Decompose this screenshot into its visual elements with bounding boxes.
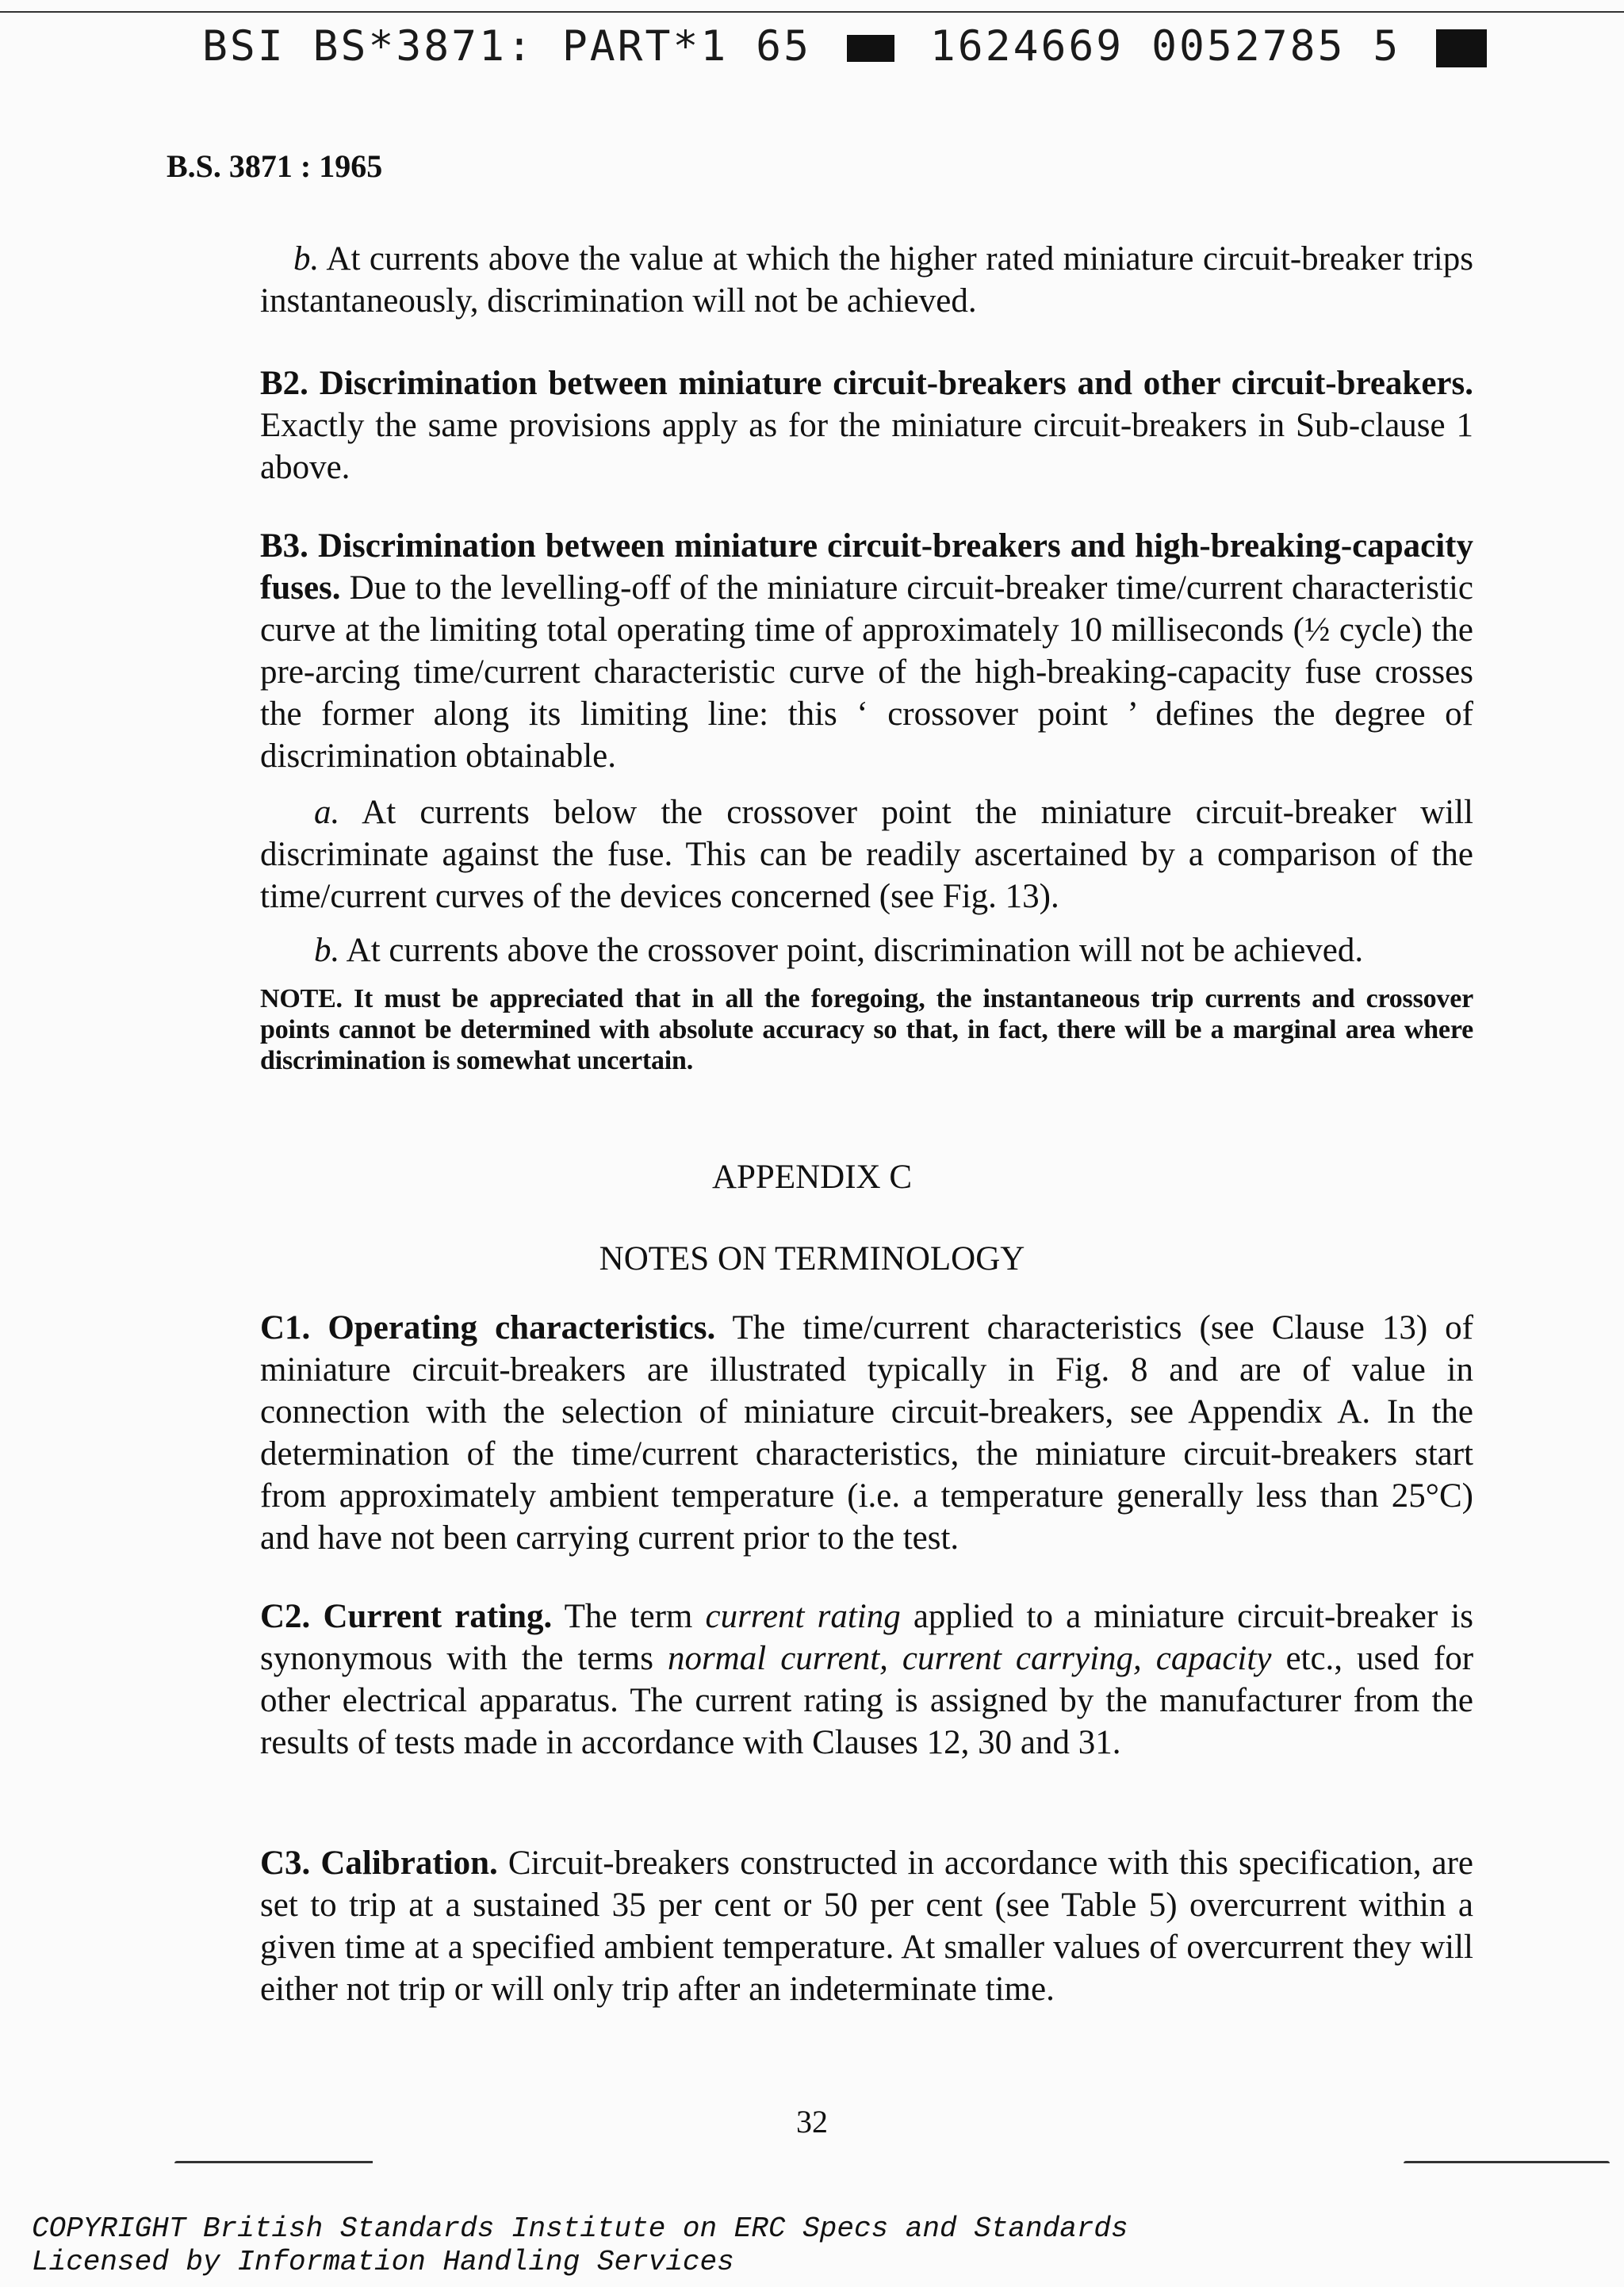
item-label: a. bbox=[314, 794, 340, 831]
clause-heading: Current rating. bbox=[323, 1598, 553, 1635]
scan-edge-line bbox=[0, 11, 1624, 13]
paragraph-c1 bbox=[260, 1307, 1473, 1559]
paragraph-b3b bbox=[260, 929, 1473, 971]
note bbox=[260, 983, 1473, 1076]
paragraph-c2 bbox=[260, 1596, 1473, 1764]
appendix-title: APPENDIX C bbox=[711, 1159, 913, 1196]
paragraph-text: etc., used for other electrical apparatus. The current rating is assigned by the manufacturer from the results of tests made in accordance with Clauses 12, 30 and 31. bbox=[260, 1640, 1474, 1761]
paragraph-text: At currents above the crossover point, discrimination will not be achieved. bbox=[346, 932, 1364, 969]
redaction-block-right bbox=[1436, 29, 1487, 67]
paragraph-text: The time/current characteristics (see Clause 13) of miniature circuit-breakers are illustrated typically in Fig. 8 and are of value in connection with the selection of miniature circuit-breakers, see Appendix A. In the determination of the time/current characteristics, the miniature circuit-breakers start from approximately ambient temperature (i.e. a temperature generally less than 25°C) and have not been carrying current prior to the test. bbox=[260, 1309, 1473, 1557]
clause-label: C1. bbox=[260, 1309, 311, 1347]
clause-heading: Discrimination between miniature circuit-breakers and high-breaking-capacity fuses. bbox=[260, 527, 1474, 607]
clause-label: C2. bbox=[260, 1598, 311, 1635]
item-label: b. bbox=[293, 240, 320, 278]
scan-header-code: BSI BS*3871: PART*1 65 bbox=[202, 22, 811, 71]
term: current rating bbox=[705, 1598, 901, 1635]
paragraph-b3a bbox=[260, 791, 1473, 917]
paragraph-b1 bbox=[260, 238, 1473, 322]
paragraph-text: Due to the levelling-off of the miniature circuit-breaker time/current characteristic curve at the limiting total operating time of approximately 10 milliseconds (½ cycle) the pre-arcing time/current characteristic curve of the high-breaking-capacity fuse crosses the former along its limiting line: this ‘ crossover point ’ defines the degree of discrimination obtainable. bbox=[260, 569, 1474, 775]
clause-heading: Operating characteristics. bbox=[327, 1309, 716, 1347]
clause-label: B3. bbox=[260, 527, 308, 565]
paragraph-text: Exactly the same provisions apply as for the miniature circuit-breakers in Sub-clause 1 above. bbox=[260, 407, 1473, 486]
note-label: NOTE. bbox=[260, 984, 343, 1013]
paragraph-b2 bbox=[260, 362, 1473, 488]
standard-id: B.S. 3871 : 1965 bbox=[167, 148, 383, 184]
note-text: It must be appreciated that in all the foregoing, the instantaneous trip currents and crossover points cannot be determined with absolute accuracy so that, in fact, there will be a marginal area where discrimination is somewhat uncertain. bbox=[260, 984, 1473, 1075]
paragraph-text: At currents above the value at which the higher rated miniature circuit-breaker trips instantaneously, discrimination will not be achieved. bbox=[260, 240, 1473, 320]
term: normal current, current carrying, capacity bbox=[667, 1640, 1272, 1677]
scan-header-batch: 1624669 0052785 5 bbox=[929, 22, 1401, 71]
clause-label: C3. bbox=[260, 1845, 311, 1882]
appendix-subtitle: NOTES ON TERMINOLOGY bbox=[599, 1240, 1025, 1278]
paragraph-c3 bbox=[260, 1842, 1473, 2010]
footer-line-1: COPYRIGHT British Standards Institute on ERC Specs and Standards bbox=[32, 2212, 1128, 2245]
paragraph-text: The term bbox=[564, 1598, 693, 1635]
clause-label: B2. bbox=[260, 365, 308, 402]
scan-corner-left bbox=[174, 2161, 373, 2163]
paragraph-text: Circuit-breakers constructed in accordance with this specification, are set to trip at a sustained 35 per cent or 50 per cent (see Table 5) overcurrent within a given time at a specified ambient temperature. At smaller values of overcurrent they will either not trip or will only trip after an indeterminate time. bbox=[260, 1845, 1474, 2008]
copyright-footer bbox=[32, 2212, 1128, 2279]
redaction-block bbox=[847, 35, 894, 62]
footer-line-2: Licensed by Information Handling Services bbox=[32, 2246, 734, 2278]
paragraph-text: applied to a miniature circuit-breaker is synonymous with the terms bbox=[260, 1598, 1474, 1677]
page-number: 32 bbox=[796, 2104, 828, 2140]
scan-corner-right bbox=[1404, 2161, 1610, 2163]
scan-header bbox=[202, 22, 1495, 71]
paragraph-b3 bbox=[260, 525, 1473, 777]
paragraph-text: At currents below the crossover point the miniature circuit-breaker will discriminate against the fuse. This can be readily ascertained by a comparison of the time/current curves of the devices concerned (see Fig. 13). bbox=[260, 794, 1473, 915]
clause-heading: Calibration. bbox=[320, 1845, 498, 1882]
clause-heading: Discrimination between miniature circuit-breakers and other circuit-breakers. bbox=[319, 365, 1474, 402]
item-label: b. bbox=[314, 932, 340, 969]
